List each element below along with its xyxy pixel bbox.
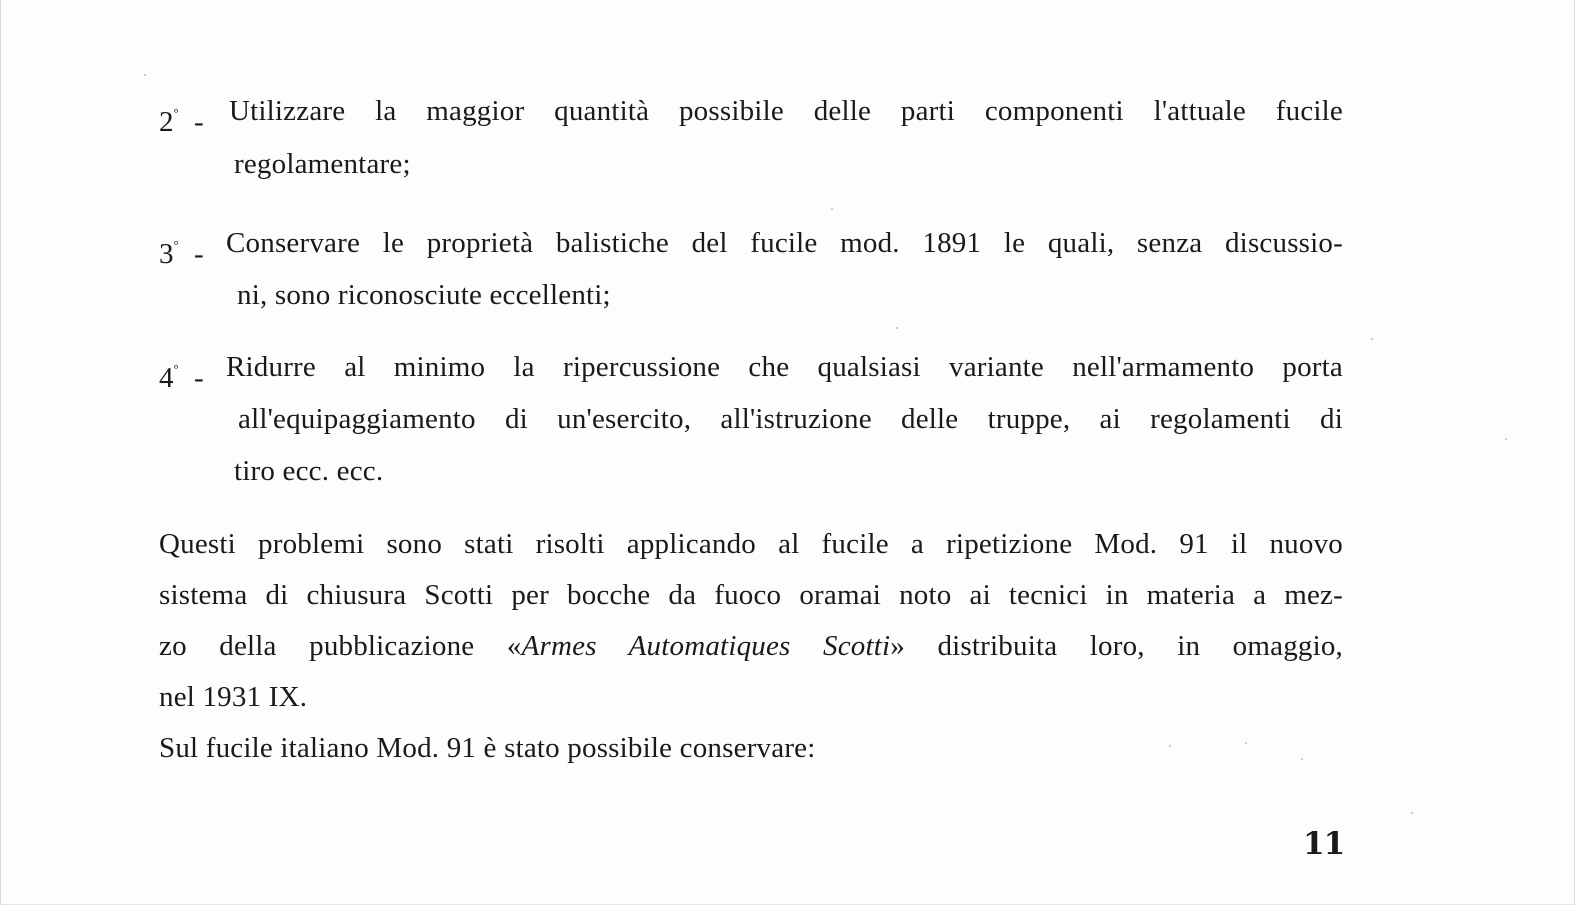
item-2-number (159, 96, 204, 139)
item-dash: - (193, 362, 204, 394)
item-4-line-1: Ridurre al minimo la ripercussione che qualsiasi variante nell'armamento porta (226, 351, 1343, 383)
item-number-digit: 4 (159, 362, 174, 394)
scan-speck (1169, 745, 1171, 747)
paragraph-line-1: Questi problemi sono stati risolti applicando al fucile a ripetizione Mod. 91 il nuovo (159, 528, 1343, 560)
page-number: 11 (1303, 826, 1345, 862)
item-4-number (159, 352, 204, 395)
item-2-line-1: Utilizzare la maggior quantità possibile delle parti componenti l'attuale fucile (229, 95, 1343, 127)
item-3-line-2: ni, sono riconosciute eccellenti; (237, 279, 611, 311)
paragraph-line-3-start: zo della pubblicazione « (159, 630, 522, 662)
scan-speck (1371, 338, 1373, 340)
item-4-line-3: tiro ecc. ecc. (234, 455, 384, 487)
paragraph-line-3-end: » distribuita loro, in omaggio, (890, 630, 1344, 662)
publication-title: Armes Automatiques Scotti (521, 630, 891, 662)
item-dash: - (193, 238, 204, 270)
scan-speck (1245, 742, 1247, 744)
item-2-line-2: regolamentare; (234, 148, 411, 180)
scan-speck (144, 74, 146, 76)
paragraph-line-4: nel 1931 IX. (159, 681, 308, 713)
degree-sign: ° (173, 361, 179, 376)
item-dash: - (193, 106, 204, 138)
degree-sign: ° (173, 105, 179, 120)
item-4-line-2: all'equipaggiamento di un'esercito, all'istruzione delle truppe, ai regolamenti di (238, 403, 1343, 435)
paragraph-line-3 (159, 629, 1343, 663)
item-3-line-1: Conservare le proprietà balistiche del fucile mod. 1891 le quali, senza discussio- (226, 227, 1343, 259)
item-3-number (159, 228, 204, 271)
scan-speck (831, 208, 833, 210)
scan-speck (1411, 812, 1413, 814)
item-number-digit: 3 (159, 238, 174, 270)
paragraph-line-2: sistema di chiusura Scotti per bocche da fuoco oramai noto ai tecnici in materia a mez- (159, 579, 1343, 611)
scan-speck (1505, 438, 1507, 440)
scan-speck (1301, 758, 1303, 760)
degree-sign: ° (173, 237, 179, 252)
item-number-digit: 2 (159, 106, 174, 138)
paragraph-line-5: Sul fucile italiano Mod. 91 è stato possibile conservare: (159, 732, 816, 764)
scan-speck (896, 327, 898, 329)
